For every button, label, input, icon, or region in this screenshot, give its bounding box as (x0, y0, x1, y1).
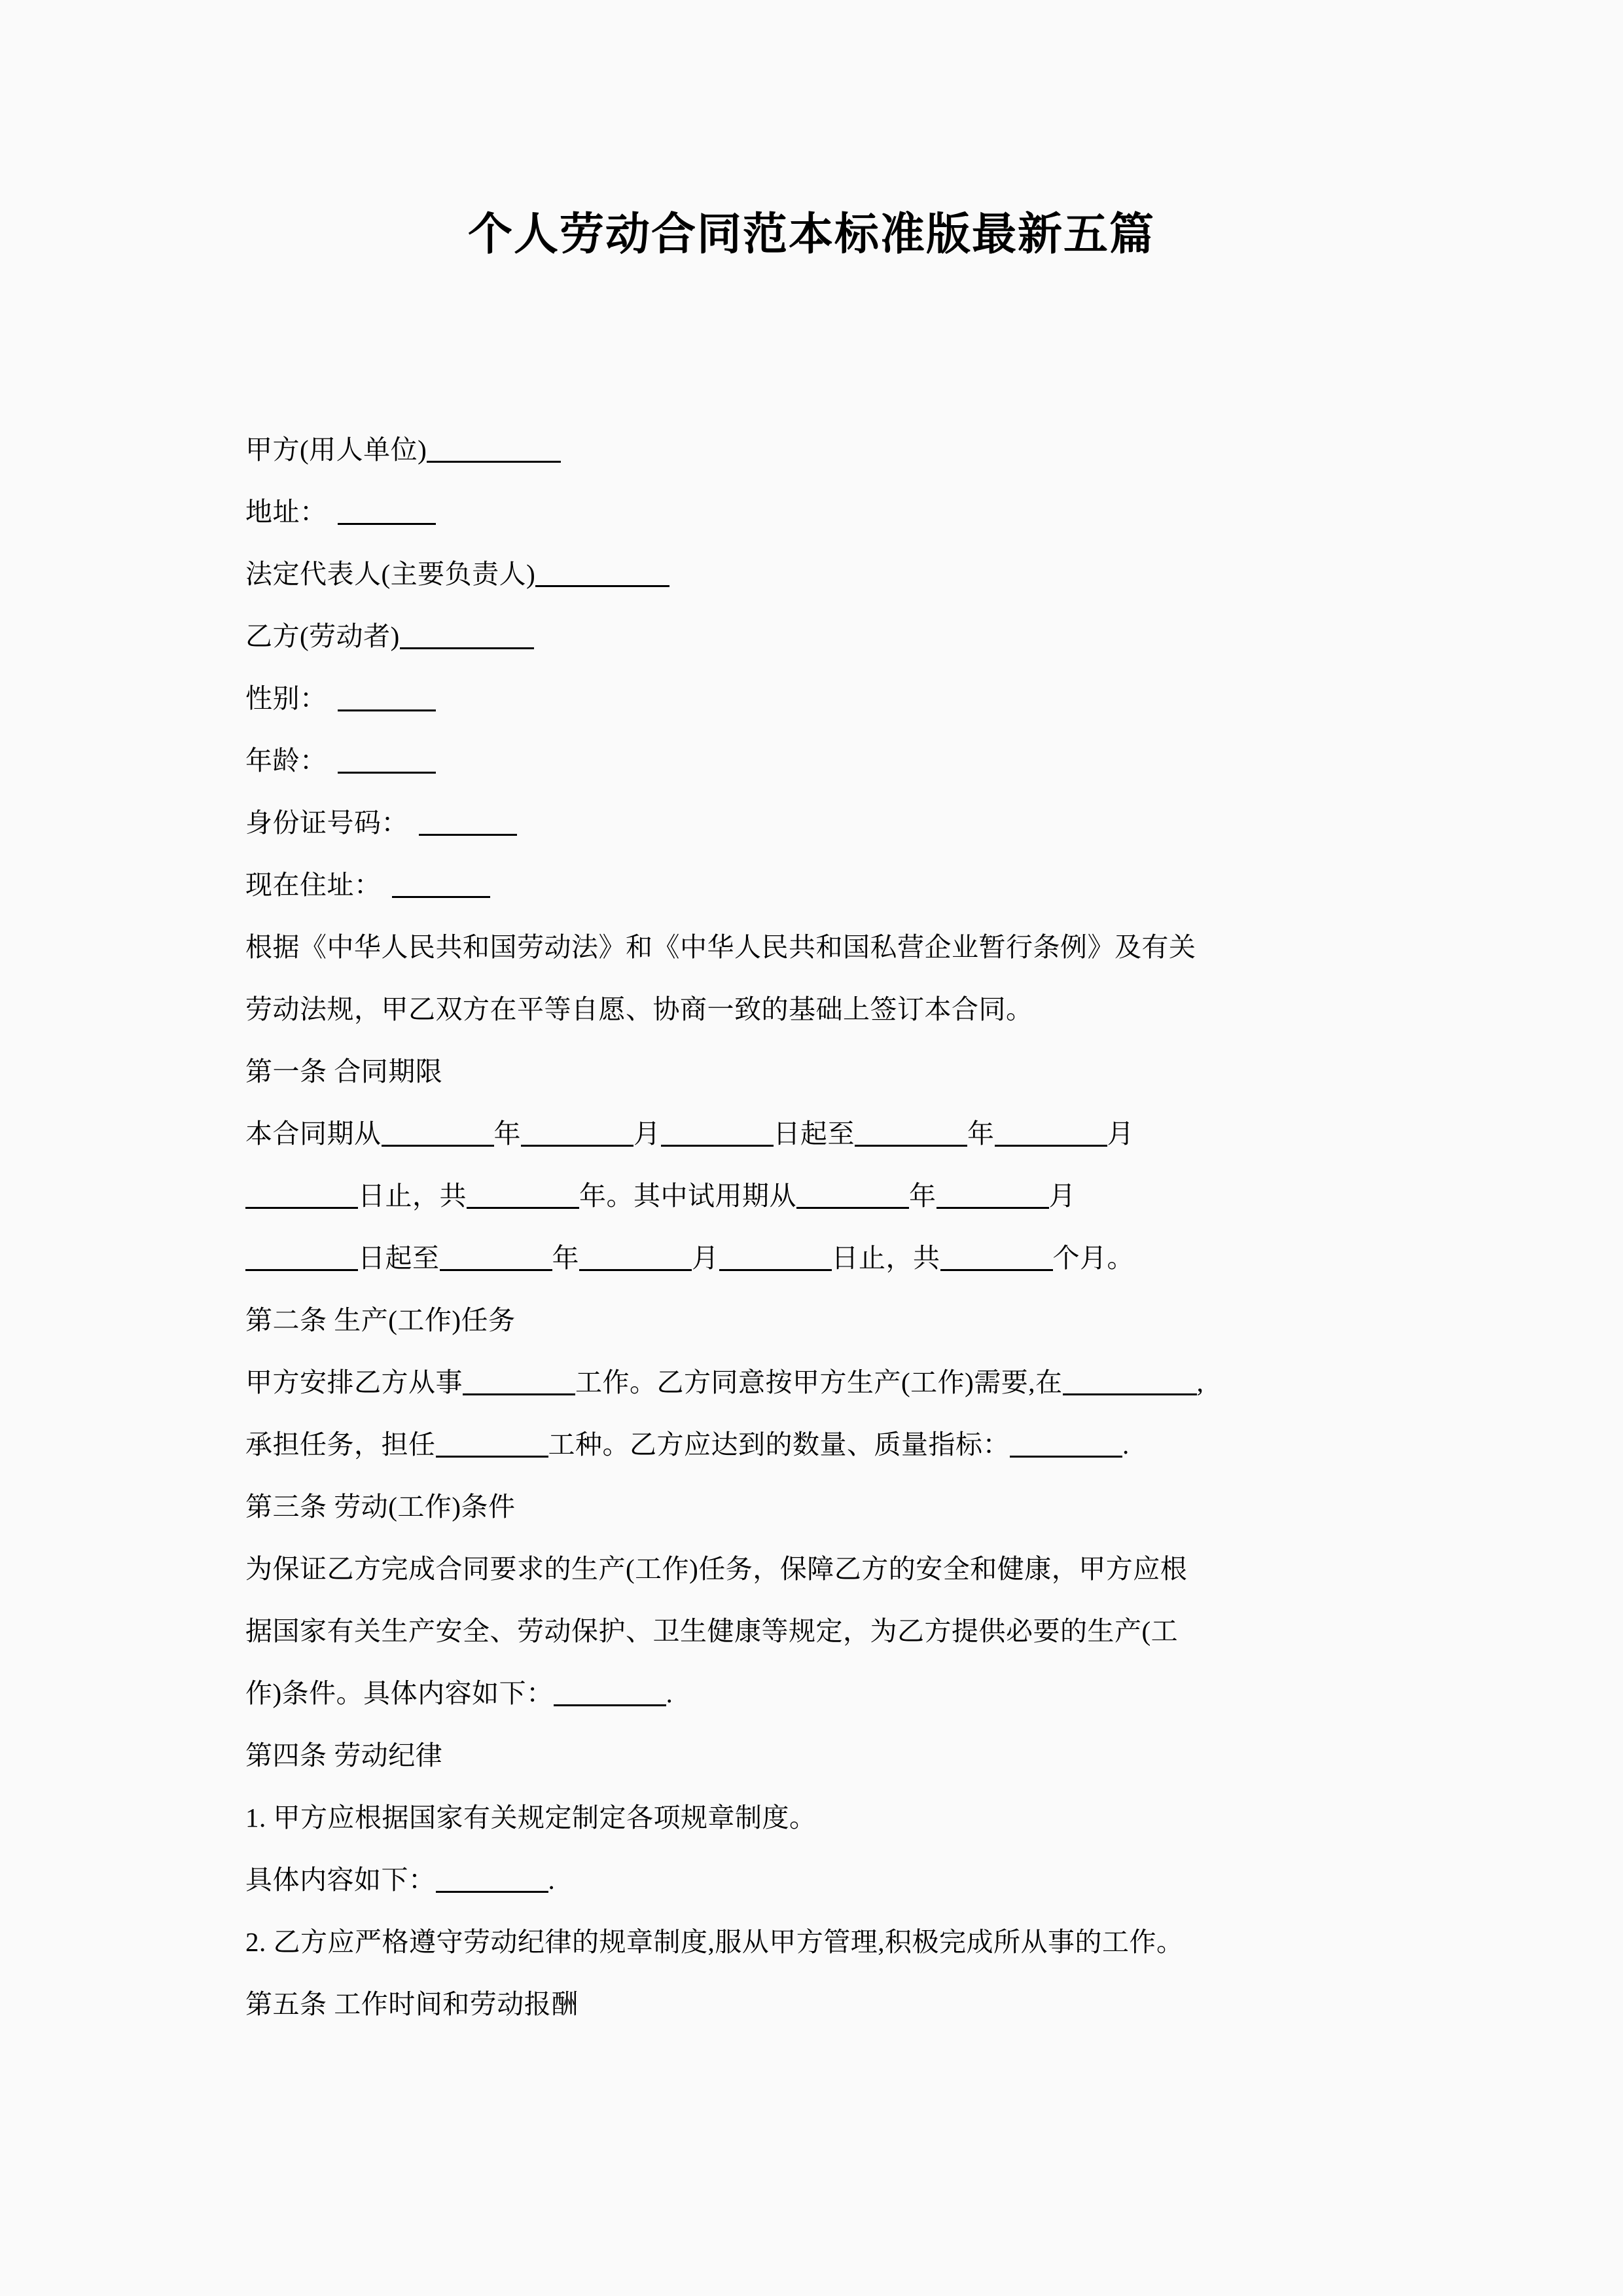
fill-in-blank[interactable] (995, 1145, 1107, 1147)
article-text: 工种。乙方应达到的数量、质量指标： (548, 1429, 1010, 1460)
field-party-a-blank[interactable] (427, 461, 561, 463)
fill-in-blank[interactable] (521, 1145, 633, 1147)
article-text: 甲方安排乙方从事 (245, 1367, 463, 1397)
field-age (245, 730, 1381, 792)
field-party-b-label: 乙方(劳动者) (245, 621, 400, 651)
article-text: . (666, 1678, 673, 1708)
field-gender-label: 性别： (245, 683, 327, 713)
article-text: 作)条件。具体内容如下： (245, 1678, 554, 1708)
article-line (245, 1849, 1381, 1911)
article-text: , (1196, 1367, 1204, 1397)
article-text: 年 (493, 1119, 521, 1149)
article-text: 承担任务，担任 (245, 1429, 436, 1460)
article-line (245, 1414, 1381, 1476)
article-text: 日止，共 (358, 1181, 467, 1211)
field-current-address-blank[interactable] (392, 896, 490, 898)
field-age-blank[interactable] (338, 772, 436, 774)
article-text: 个月。 (1052, 1243, 1134, 1273)
article-text: 为保证乙方完成合同要求的生产(工作)任务，保障乙方的安全和健康，甲方应根 (245, 1554, 1188, 1584)
fill-in-blank[interactable] (436, 1891, 548, 1893)
article-heading: 第三条 劳动(工作)条件 (245, 1492, 516, 1522)
article-text: 日止，共 (831, 1243, 940, 1273)
fill-in-blank[interactable] (940, 1269, 1053, 1271)
article-text: 月 (1107, 1119, 1134, 1149)
article-text: 月 (1048, 1181, 1076, 1211)
fill-in-blank[interactable] (463, 1393, 575, 1395)
field-party-b (245, 605, 1381, 668)
article-text: 据国家有关生产安全、劳动保护、卫生健康等规定，为乙方提供必要的生产(工 (245, 1616, 1179, 1646)
fill-in-blank[interactable] (936, 1207, 1049, 1209)
article-text: 2. 乙方应严格遵守劳动纪律的规章制度,服从甲方管理,积极完成所从事的工作。 (245, 1927, 1184, 1957)
article-text: . (548, 1865, 556, 1895)
article-heading: 第四条 劳动纪律 (245, 1740, 443, 1770)
article-heading: 第二条 生产(工作)任务 (245, 1305, 516, 1335)
preamble-line-2: 劳动法规，甲乙双方在平等自愿、协商一致的基础上签订本合同。 (245, 994, 1033, 1024)
article-heading: 第五条 工作时间和劳动报酬 (245, 1989, 579, 2019)
fill-in-blank[interactable] (796, 1207, 909, 1209)
article-text: 年 (967, 1119, 995, 1149)
article-text: 年。其中试用期从 (579, 1181, 796, 1211)
article-text: 工作。乙方同意按甲方生产(工作)需要,在 (575, 1367, 1063, 1397)
field-party-b-blank[interactable] (400, 647, 534, 649)
article-text: 月 (633, 1119, 661, 1149)
field-gender-blank[interactable] (338, 709, 436, 711)
field-address (245, 481, 1381, 543)
fill-in-blank[interactable] (436, 1456, 548, 1458)
field-gender (245, 668, 1381, 730)
article-text: 月 (692, 1243, 719, 1273)
fill-in-blank[interactable] (661, 1145, 774, 1147)
articles-container (245, 1041, 1381, 2036)
field-id-number (245, 792, 1381, 854)
fill-in-blank[interactable] (245, 1269, 358, 1271)
page-title: 个人劳动合同范本标准版最新五篇 (467, 209, 1155, 259)
article-line (245, 1911, 1381, 1973)
fill-in-blank[interactable] (855, 1145, 967, 1147)
field-id-number-label: 身份证号码： (245, 808, 408, 838)
field-legal-rep (245, 543, 1381, 605)
field-age-label: 年龄： (245, 745, 327, 776)
article-line (245, 1662, 1381, 1725)
field-current-address-label: 现在住址： (245, 870, 382, 900)
fill-in-blank[interactable] (1010, 1456, 1122, 1458)
fill-in-blank[interactable] (467, 1207, 579, 1209)
fill-in-blank[interactable] (554, 1704, 666, 1706)
preamble-line-1: 根据《中华人民共和国劳动法》和《中华人民共和国私营企业暂行条例》及有关 (245, 932, 1196, 962)
article-text: 1. 甲方应根据国家有关规定制定各项规章制度。 (245, 1803, 817, 1833)
article-text: 年 (909, 1181, 936, 1211)
article-heading: 第一条 合同期限 (245, 1056, 443, 1086)
article-text: 具体内容如下： (245, 1865, 436, 1895)
article-line (245, 1352, 1381, 1414)
field-legal-rep-label: 法定代表人(主要负责人) (245, 559, 536, 589)
field-party-a-label: 甲方(用人单位) (245, 435, 427, 465)
article-line (245, 1787, 1381, 1849)
field-party-a (245, 419, 1381, 481)
fill-in-blank[interactable] (382, 1145, 494, 1147)
article-line (245, 1227, 1381, 1289)
field-id-number-blank[interactable] (419, 834, 517, 836)
field-current-address (245, 854, 1381, 916)
article-text: 年 (552, 1243, 579, 1273)
article-text: 本合同期从 (245, 1119, 382, 1149)
article-text: 日起至 (773, 1119, 855, 1149)
article-text: . (1122, 1429, 1130, 1460)
fill-in-blank[interactable] (1063, 1393, 1197, 1395)
fill-in-blank[interactable] (440, 1269, 552, 1271)
field-legal-rep-blank[interactable] (535, 585, 669, 587)
field-address-blank[interactable] (338, 523, 436, 525)
article-line (245, 1103, 1381, 1165)
field-address-label: 地址： (245, 497, 327, 527)
fill-in-blank[interactable] (579, 1269, 692, 1271)
article-text: 日起至 (358, 1243, 440, 1273)
article-line (245, 1165, 1381, 1227)
fill-in-blank[interactable] (719, 1269, 832, 1271)
article-line (245, 1600, 1381, 1662)
document-body (245, 419, 1381, 2036)
fill-in-blank[interactable] (245, 1207, 358, 1209)
article-line (245, 1538, 1381, 1600)
